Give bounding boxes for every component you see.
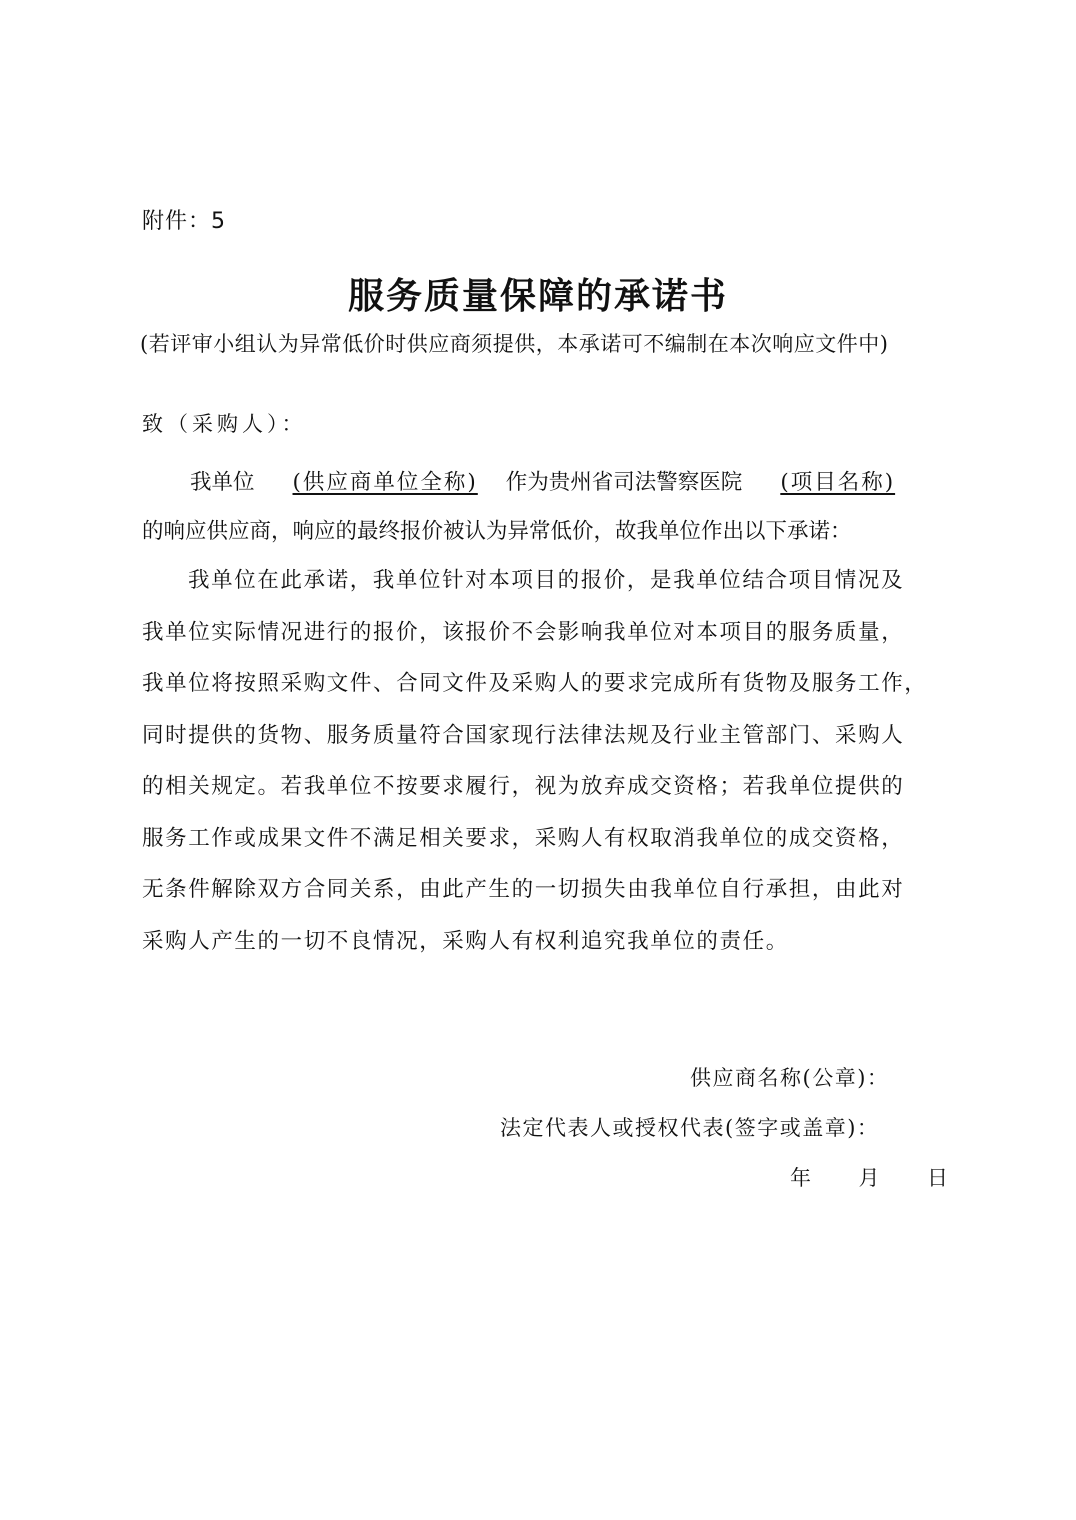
project-name-placeholder: (项目名称) xyxy=(780,470,896,495)
commitment-line: 同时提供的货物、服务质量符合国家现行法律法规及行业主管部门、采购人 xyxy=(142,722,905,748)
date-month: 月 xyxy=(858,1166,881,1190)
date-line xyxy=(790,1162,950,1192)
intro-line-1 xyxy=(142,458,952,507)
document-subtitle: (若评审小组认为异常低价时供应商须提供，本承诺可不编制在本次响应文件中) xyxy=(140,332,889,356)
date-day: 日 xyxy=(927,1166,950,1190)
commitment-line: 采购人产生的一切不良情况，采购人有权利追究我单位的责任。 xyxy=(142,928,789,954)
addressee-line: 致（采购人）： xyxy=(142,412,307,436)
representative-signature-label: 法定代表人或授权代表(签字或盖章)： xyxy=(500,1116,880,1140)
intro-line-2: 的响应供应商，响应的最终报价被认为异常低价，故我单位作出以下承诺： xyxy=(142,519,852,544)
supplier-seal-label: 供应商名称(公章)： xyxy=(690,1066,890,1090)
supplier-name-blank xyxy=(255,470,506,495)
intro-middle: 作为贵州省司法警察医院 xyxy=(505,470,743,495)
document-title: 服务质量保障的承诺书 xyxy=(347,275,728,317)
commitment-line: 的相关规定。若我单位不按要求履行，视为放弃成交资格；若我单位提供的 xyxy=(142,774,905,799)
intro-paragraph xyxy=(142,458,952,556)
commitment-paragraph xyxy=(142,555,952,967)
commitment-line xyxy=(142,555,952,607)
commitment-line-text: 我单位在此承诺，我单位针对本项目的报价，是我单位结合项目情况及 xyxy=(188,568,905,593)
commitment-line: 无条件解除双方合同关系，由此产生的一切损失由我单位自行承担，由此对 xyxy=(142,877,905,902)
attachment-label: 附件：5 xyxy=(142,209,226,234)
commitment-line: 我单位将按照采购文件、合同文件及采购人的要求完成所有货物及服务工作， xyxy=(142,671,928,696)
supplier-name-placeholder: (供应商单位全称) xyxy=(292,470,478,495)
commitment-line: 我单位实际情况进行的报价，该报价不会影响我单位对本项目的服务质量， xyxy=(142,619,905,645)
date-year: 年 xyxy=(790,1166,813,1190)
project-name-blank xyxy=(742,470,895,495)
commitment-line: 服务工作或成果文件不满足相关要求，采购人有权取消我单位的成交资格， xyxy=(142,825,905,851)
intro-prefix: 我单位 xyxy=(190,470,255,495)
